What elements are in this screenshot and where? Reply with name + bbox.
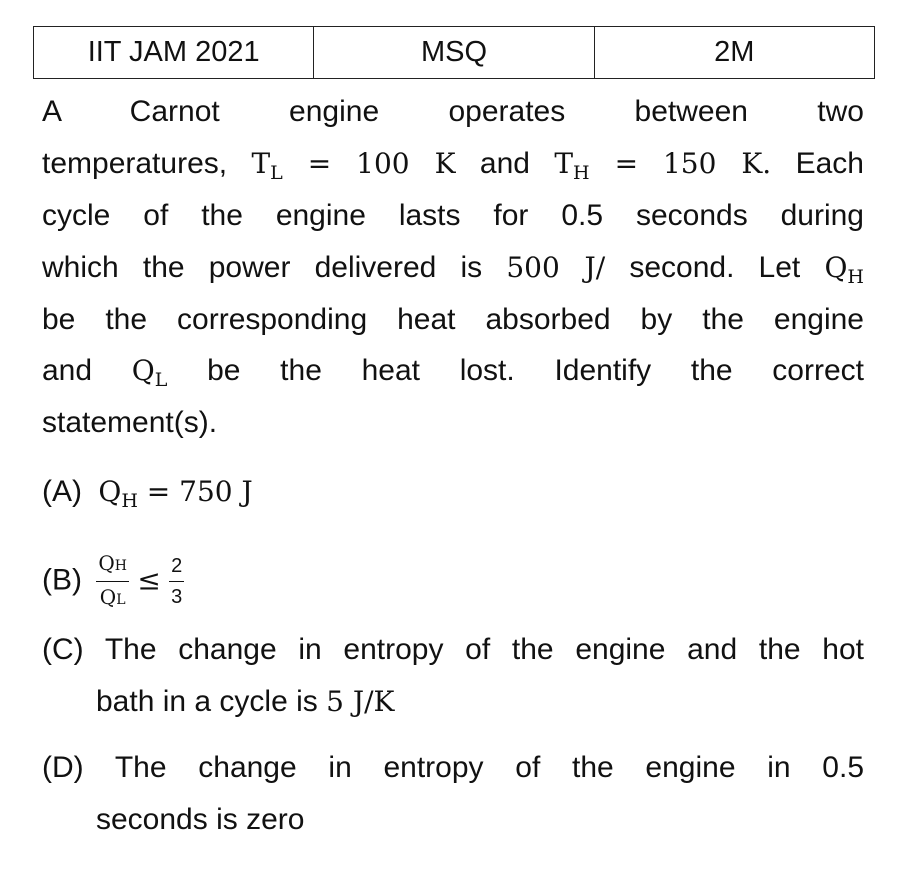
th-expression: $T_H = 150$ K. [554,147,772,184]
tl-expression: $T_L = 100$ K [251,147,456,184]
option-d-line-2: seconds is zero [96,803,305,836]
option-c-line-1: (C) The change in entropy of the engine and the hot [42,633,864,666]
option-b: (B) $\frac{QH}{QL}$ ≤ $\frac{2}{3}$ [42,548,184,615]
power-value: 500 J/ [506,251,606,284]
question-line-7: statement(s). [42,406,218,439]
option-c-line-2: bath in a cycle is 5 J/K [96,685,395,718]
qh-over-ql-fraction: $\frac{QH}{QL}$ [96,548,129,615]
question-line-1: A Carnot engine operates between two [42,95,864,128]
question-line-5: be the corresponding heat absorbed by the engine [42,303,864,336]
question-header-table [33,26,875,79]
two-thirds-fraction: $\frac{2}{3}$ [169,551,184,612]
ql-symbol: $Q_L$ [131,354,168,391]
question-type-cell: MSQ [314,27,594,79]
question-line-3: cycle of the engine lasts for 0.5 seconds during [42,199,864,232]
marks-cell: 2M [594,27,874,79]
option-d-line-1: (D) The change in entropy of the engine in 0.5 [42,751,865,784]
question-line-2: temperatures, $T_L = 100$ K and $T_H = 150$ K. Each [42,147,864,184]
option-a: (A) $Q_H = 750$ J [42,475,253,512]
question-line-4: which the power delivered is 500 J/ second. Let $Q_H$ [42,251,864,288]
question-line-6: and $Q_L$ be the heat lost. Identify the correct [42,354,864,391]
qh-symbol: $Q_H$ [824,251,864,288]
exam-name-cell: IIT JAM 2021 [34,27,314,79]
